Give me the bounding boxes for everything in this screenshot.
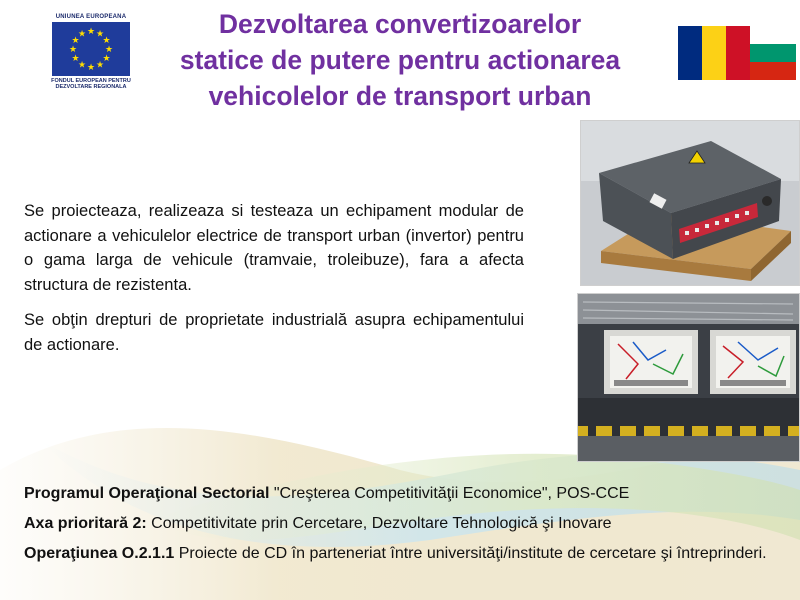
romania-flag-icon bbox=[678, 26, 750, 80]
axis-value: Competitivitate prin Cercetare, Dezvoltare Tehnologică şi Inovare bbox=[146, 515, 612, 532]
title-line-3: vehicolelor de transport urban bbox=[208, 81, 592, 111]
svg-text:★: ★ bbox=[102, 54, 111, 64]
eu-logo-bottom-text: FONDUL EUROPEAN PENTRU DEZVOLTARE REGIONALA bbox=[51, 78, 131, 90]
description-text bbox=[24, 199, 524, 368]
svg-text:★: ★ bbox=[68, 45, 78, 55]
operation-line bbox=[24, 542, 792, 566]
operation-label: Operaţiunea O.2.1.1 bbox=[24, 545, 175, 562]
operation-value: Proiecte de CD în parteneriat între universităţi/institute de cercetare şi întreprinderi. bbox=[174, 545, 767, 562]
svg-text:★: ★ bbox=[95, 29, 105, 40]
description-paragraph-2: Se obţin drepturi de proprietate industrială asupra echipamentului de actionare. bbox=[24, 311, 524, 354]
svg-text:★: ★ bbox=[104, 45, 114, 55]
axis-line bbox=[24, 512, 792, 536]
program-value: "Creşterea Competitivităţii Economice", POS-CCE bbox=[269, 485, 630, 502]
svg-text:★: ★ bbox=[77, 60, 87, 71]
bulgaria-flag-icon bbox=[750, 26, 796, 80]
program-info bbox=[24, 482, 792, 572]
eu-logo-top-text: UNIUNEA EUROPEANA bbox=[55, 14, 127, 20]
svg-text:★: ★ bbox=[77, 29, 87, 40]
svg-text:★: ★ bbox=[71, 54, 80, 64]
svg-text:★: ★ bbox=[71, 36, 80, 46]
axis-label: Axa prioritară 2: bbox=[24, 515, 147, 532]
inverter-cabinet-photo bbox=[580, 120, 800, 286]
svg-text:★: ★ bbox=[95, 60, 105, 71]
svg-text:★: ★ bbox=[102, 36, 111, 46]
eu-flag-icon bbox=[52, 22, 130, 76]
installed-equipment-photo bbox=[577, 293, 800, 462]
title-line-1: Dezvoltarea convertizoarelor bbox=[218, 9, 582, 39]
svg-text:★: ★ bbox=[86, 63, 96, 73]
title-line-2: statice de putere pentru actionarea bbox=[179, 45, 621, 75]
program-label: Programul Operaţional Sectorial bbox=[24, 485, 270, 502]
svg-text:★: ★ bbox=[86, 27, 96, 37]
eu-logo bbox=[48, 14, 134, 94]
description-paragraph-1: Se proiecteaza, realizeaza si testeaza un echipament modular de actionare a vehiculelor electrice de transport urban (invertor) pentru o gama larga de vehicule (tramvaie, troleibuze), fara a afecta structura de rezistenta. bbox=[24, 202, 524, 294]
page-title bbox=[130, 6, 670, 114]
program-line bbox=[24, 482, 792, 506]
partner-flags bbox=[678, 26, 796, 80]
